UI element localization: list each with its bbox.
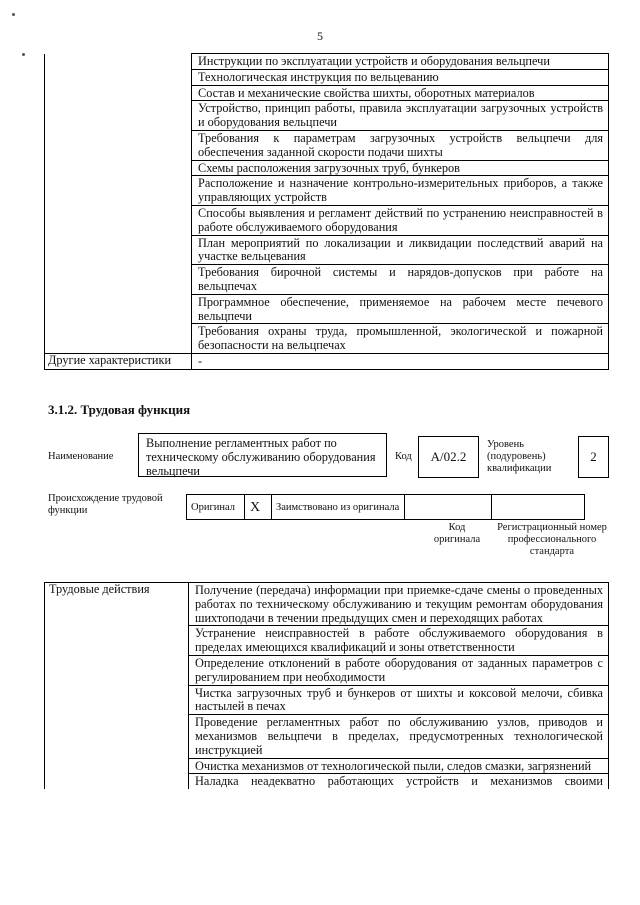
origin-label: Происхождение трудовой функции [48, 493, 163, 516]
actions-label: Трудовые действия [45, 583, 189, 790]
level-label: Уровень (подуровень) квалификации [487, 439, 552, 474]
action-item: Определение отклонений в работе оборудования от заданных параметров с регулированием при необходимости [189, 655, 609, 685]
section-title: 3.1.2. Трудовая функция [48, 402, 191, 417]
knowledge-item: Требования бирочной системы и нарядов-допусков при работе на вельцпечах [192, 265, 609, 295]
scan-mark [22, 53, 25, 56]
action-item: Проведение регламентных работ по обслуживанию узлов, приводов и механизмов вельцпечи в пределах, предусмотренных технологической инструкцией [189, 715, 609, 758]
borrowed-label: Заимствовано из оригинала [272, 495, 405, 520]
knowledge-item: Устройство, принцип работы, правила эксплуатации загрузочных устройств и оборудования вельцпечи [192, 101, 609, 131]
page-number: 5 [317, 29, 323, 43]
original-mark: X [245, 495, 272, 520]
name-label: Наименование [48, 451, 114, 462]
knowledge-item: Программное обеспечение, применяемое на рабочем месте печевого вельцпечи [192, 294, 609, 324]
knowledge-item: План мероприятий по локализации и ликвидации последствий аварий на участке вельцевания [192, 235, 609, 265]
function-name-box: Выполнение регламентных работ по техническому обслуживанию оборудования вельцпечи [138, 433, 387, 477]
action-item: Устранение неисправностей в работе обслуживаемого оборудования в пределах имеющихся квалификаций и зоны ответственности [189, 626, 609, 656]
action-item: Очистка механизмов от технологической пыли, следов смазки, загрязнений [189, 758, 609, 774]
scan-mark [12, 13, 15, 16]
code-original-caption: Код оригинала [433, 522, 481, 545]
knowledge-item: Технологическая инструкция по вельцеванию [192, 69, 609, 85]
code-label: Код [395, 451, 412, 462]
level-box: 2 [578, 436, 609, 478]
reg-number-caption: Регистрационный номер профессионального стандарта [497, 522, 607, 557]
reg-number-cell [492, 495, 585, 520]
code-original-cell [405, 495, 492, 520]
knowledge-item: Требования охраны труда, промышленной, экологической и пожарной безопасности на вельцпечах [192, 324, 609, 354]
knowledge-item: Способы выявления и регламент действий по устранению неисправностей в работе обслуживаемого оборудования [192, 205, 609, 235]
knowledge-table [44, 53, 609, 370]
action-item: Чистка загрузочных труб и бункеров от шихты и коксовой мелочи, сбивка настылей в печах [189, 685, 609, 715]
knowledge-item: Требования к параметрам загрузочных устройств вельцпечи для обеспечения заданной скорости подачи шихты [192, 130, 609, 160]
origin-table [186, 494, 585, 520]
knowledge-item: Инструкции по эксплуатации устройств и оборудования вельцпечи [192, 54, 609, 70]
knowledge-item: Состав и механические свойства шихты, оборотных материалов [192, 85, 609, 101]
knowledge-item: Схемы расположения загрузочных труб, бункеров [192, 160, 609, 176]
code-box: А/02.2 [418, 436, 479, 478]
other-characteristics-value: - [192, 353, 609, 369]
other-characteristics-label: Другие характеристики [45, 353, 192, 369]
action-item: Наладка неадекватно работающих устройств и механизмов своими [189, 774, 609, 789]
original-label: Оригинал [187, 495, 245, 520]
action-item: Получение (передача) информации при приемке-сдаче смены о проведенных работах по техническому обслуживанию и текущим ремонтам оборудования шихтоподачи в течении предыдущих смен и переходящих работах [189, 583, 609, 626]
actions-table [44, 582, 609, 789]
label-cell-empty [45, 54, 192, 354]
knowledge-item: Расположение и назначение контрольно-измерительных приборов, а также управляющих устройств [192, 176, 609, 206]
